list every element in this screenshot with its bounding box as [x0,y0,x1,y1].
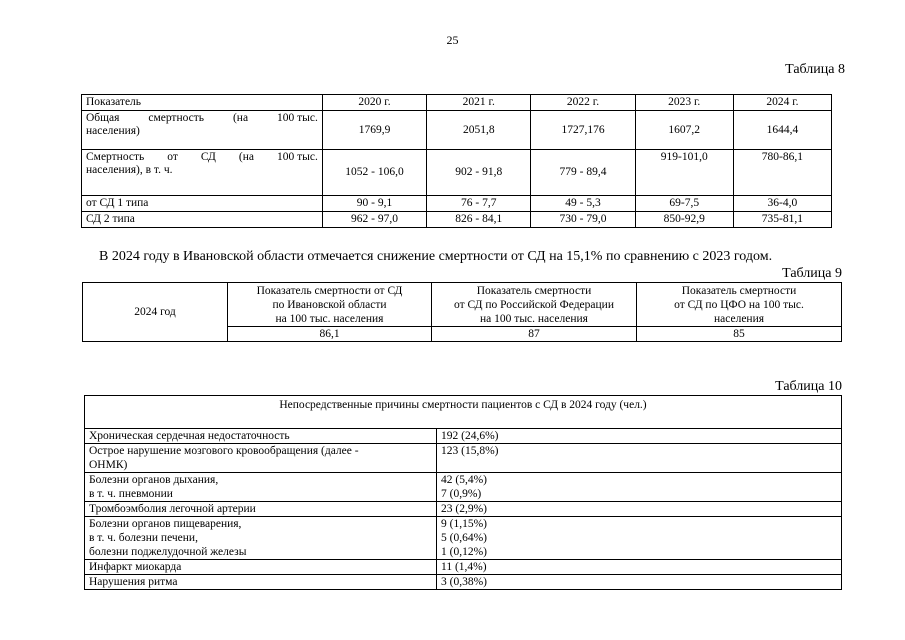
cell-value: 1644,4 [733,111,831,150]
table9-caption: Таблица 9 [782,266,842,281]
cell-value: 87 [432,327,637,342]
cell-value: 730 - 79,0 [531,212,635,228]
row-label: СД 2 типа [82,212,323,228]
cell-value: 826 - 84,1 [427,212,531,228]
table-row [82,196,832,212]
count-cell: 11 (1,4%) [437,560,842,575]
cell-value: 36-4,0 [733,196,831,212]
comparison-table [82,282,842,342]
table-row [85,444,842,473]
count-cell: 9 (1,15%) 5 (0,64%) 1 (0,12%) [437,517,842,560]
table8-caption: Таблица 8 [785,62,845,77]
cause-cell: Хроническая сердечная недостаточность [85,429,437,444]
header-cell: Показатель смертности от СД по Ивановской области на 100 тыс. населения [228,283,432,327]
row-label: Общая смертность (на 100 тыс. населения) [82,111,323,150]
table-row [85,429,842,444]
cause-cell: Тромбоэмболия легочной артерии [85,502,437,517]
count-cell: 192 (24,6%) [437,429,842,444]
cell-value: 902 - 91,8 [427,150,531,196]
table-row [85,575,842,590]
page-number: 25 [446,33,459,47]
table-row [82,111,832,150]
mortality-table [81,94,832,228]
cell-value: 919-101,0 [635,150,733,196]
cause-cell: Инфаркт миокарда [85,560,437,575]
row-label: Смертность от СД (на 100 тыс. населения), в т. ч. [82,150,323,196]
cell-value: 1052 - 106,0 [322,150,426,196]
header-cell: 2023 г. [635,95,733,111]
cause-cell: Болезни органов дыхания, в т. ч. пневмонии [85,473,437,502]
cell-value: 1769,9 [322,111,426,150]
table-row [85,502,842,517]
cell-value: 1607,2 [635,111,733,150]
count-cell: 23 (2,9%) [437,502,842,517]
table-title-row [85,396,842,429]
row-label: 2024 год [83,283,228,342]
cell-value: 85 [637,327,842,342]
summary-sentence: В 2024 году в Ивановской области отмечается снижение смертности от СД на 15,1% по сравнению с 2023 годом. [99,249,773,264]
table10-caption: Таблица 10 [775,379,842,394]
count-cell: 123 (15,8%) [437,444,842,473]
cell-value: 76 - 7,7 [427,196,531,212]
table-row [85,473,842,502]
header-cell: Показатель смертности от СД по Российской Федерации на 100 тыс. населения [432,283,637,327]
count-cell: 3 (0,38%) [437,575,842,590]
cause-cell: Болезни органов пищеварения, в т. ч. болезни печени, болезни поджелудочной железы [85,517,437,560]
count-cell: 42 (5,4%) 7 (0,9%) [437,473,842,502]
row-label: от СД 1 типа [82,196,323,212]
table-row [85,517,842,560]
table-row [85,560,842,575]
header-cell: 2024 г. [733,95,831,111]
cell-value: 850-92,9 [635,212,733,228]
table-header-row [82,95,832,111]
header-cell: Показатель [82,95,323,111]
cell-value: 2051,8 [427,111,531,150]
cell-value: 86,1 [228,327,432,342]
cell-value: 69-7,5 [635,196,733,212]
cause-cell: Острое нарушение мозгового кровообращения (далее - ОНМК) [85,444,437,473]
header-cell: 2021 г. [427,95,531,111]
cell-value: 780-86,1 [733,150,831,196]
cell-value: 49 - 5,3 [531,196,635,212]
cell-value: 962 - 97,0 [322,212,426,228]
cause-cell: Нарушения ритма [85,575,437,590]
table-row [83,283,842,327]
cell-value: 1727,176 [531,111,635,150]
table-row [82,150,832,196]
table-title: Непосредственные причины смертности пациентов с СД в 2024 году (чел.) [85,396,842,429]
header-cell: Показатель смертности от СД по ЦФО на 100 тыс. населения [637,283,842,327]
cell-value: 779 - 89,4 [531,150,635,196]
table-row [82,212,832,228]
cell-value: 90 - 9,1 [322,196,426,212]
causes-table [84,395,842,590]
cell-value: 735-81,1 [733,212,831,228]
header-cell: 2020 г. [322,95,426,111]
header-cell: 2022 г. [531,95,635,111]
